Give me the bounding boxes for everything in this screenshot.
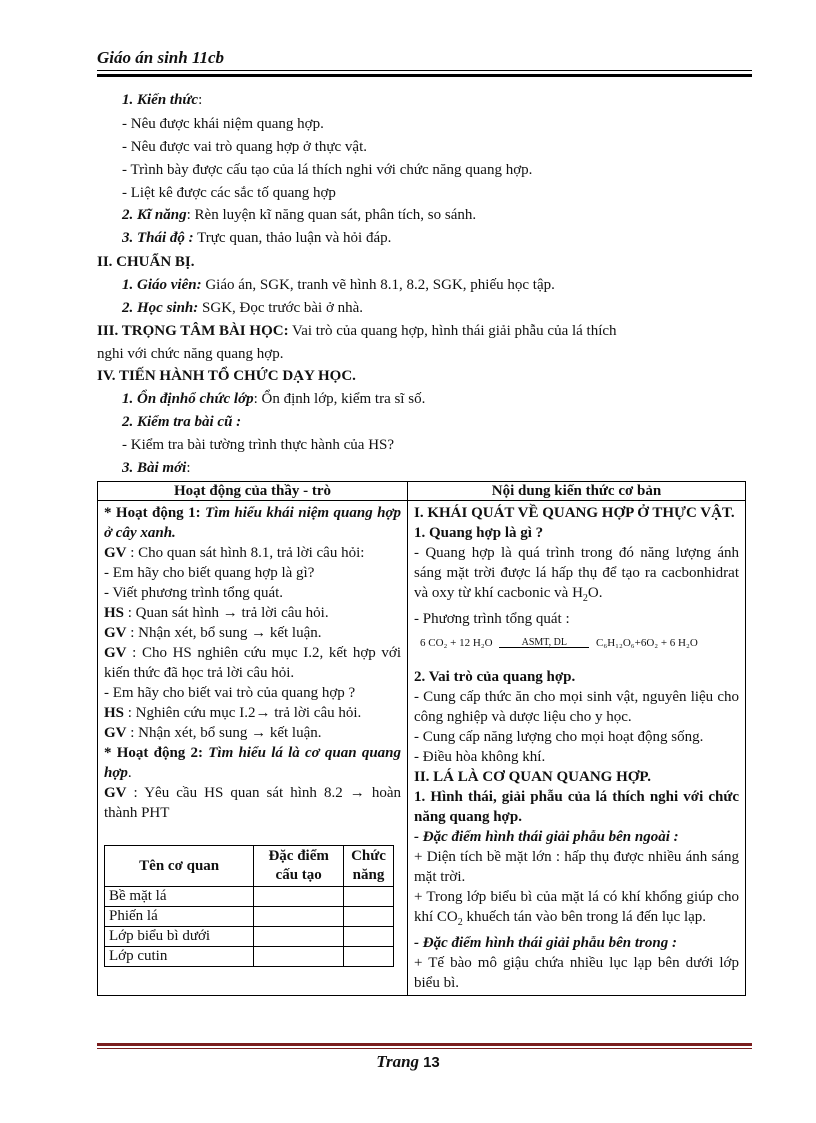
subsection-3-heading: 1. Hình thái, giải phẫu của lá thích nghi với chức năng quang hợp. — [414, 789, 739, 825]
step2-item: - Kiểm tra bài tường trình thực hành của HS? — [122, 437, 395, 453]
worksheet-empty-cell — [344, 947, 394, 967]
focus-line — [97, 323, 749, 340]
external-features-heading: - Đặc điểm hình thái giải phẫu bên ngoài : — [414, 829, 679, 845]
prep-student — [122, 300, 363, 317]
knowledge-label: 1. Kiến thức — [122, 92, 199, 108]
knowledge-item: - Nêu được vai trò quang hợp ở thực vật. — [122, 139, 367, 155]
table-row — [105, 947, 394, 967]
subsection-2-heading: 2. Vai trò của quang hợp. — [414, 669, 576, 685]
knowledge-suffix: : — [198, 92, 203, 108]
gv-label: GV — [104, 625, 127, 641]
activity-1-prefix: * Hoạt động 1: — [104, 505, 201, 521]
role-item: - Cung cấp năng lượng cho mọi hoạt động sống. — [414, 729, 704, 745]
section-1-heading: I. KHÁI QUÁT VỀ QUANG HỢP Ở THỰC VẬT. — [414, 505, 735, 521]
definition-end: O. — [587, 585, 603, 601]
header-rule-thick — [97, 74, 752, 77]
photosynthesis-definition — [414, 543, 739, 609]
worksheet-header-organ: Tên cơ quan — [105, 846, 254, 887]
activities-cell — [98, 501, 408, 996]
worksheet-empty-cell — [254, 927, 344, 947]
footer-rule-thick — [97, 1043, 752, 1046]
teacher-text: Giáo án, SGK, tranh vẽ hình 8.1, 8.2, SGK, phiếu học tập. — [201, 277, 555, 293]
step1-label: 1. Ổn địnhổ chức lớp — [122, 391, 254, 407]
lesson-table — [97, 481, 746, 996]
section-2-heading: II. LÁ LÀ CƠ QUAN QUANG HỢP. — [414, 769, 651, 785]
reaction-arrow — [499, 633, 589, 653]
step1-line — [122, 391, 425, 408]
gv-text: : Yêu cầu HS quan sát hình 8.2 → hoàn thành PHT — [104, 785, 401, 821]
attitude-label: 3. Thái độ : — [122, 230, 194, 246]
hs-text: : Nghiên cứu mục I.2→ trả lời câu hỏi. — [124, 705, 362, 721]
gv-label: GV — [104, 725, 127, 741]
page-footer — [0, 1052, 816, 1072]
activity-1-title: Tìm hiểu khái niệm quang hợp ở cây xanh. — [104, 505, 402, 541]
skills-label: 2. Kĩ năng — [122, 207, 187, 223]
worksheet-empty-cell — [254, 907, 344, 927]
content-cell — [408, 501, 746, 996]
knowledge-item: - Nêu được khái niệm quang hợp. — [122, 116, 324, 132]
worksheet-empty-cell — [344, 927, 394, 947]
worksheet-organ: Bề mặt lá — [105, 887, 254, 907]
attitude-line — [122, 230, 391, 247]
question-line: - Em hãy cho biết quang hợp là gì? — [104, 565, 315, 581]
worksheet-table — [104, 845, 394, 967]
subsection-1-heading: 1. Quang hợp là gì ? — [414, 525, 544, 541]
focus-heading: III. TRỌNG TÂM BÀI HỌC: — [97, 323, 289, 339]
question-line: - Viết phương trình tổng quát. — [104, 585, 284, 601]
page-header-title: Giáo án sinh 11cb — [97, 48, 225, 67]
worksheet-header-structure: Đặc điểm cấu tạo — [254, 846, 344, 887]
definition-subscript: 2 — [582, 593, 588, 604]
hs-text: : Quan sát hình → trả lời câu hỏi. — [124, 605, 329, 621]
worksheet-empty-cell — [344, 907, 394, 927]
header-rule-thin — [97, 70, 752, 71]
col-header-content: Nội dung kiến thức cơ bản — [408, 482, 746, 501]
definition-text: - Quang hợp là quá trình trong đó năng lượng ánh sáng mặt trời được lá hấp thụ để tạo ra cacbonhidrat và oxy từ khí cacbonic và H — [414, 545, 739, 601]
role-item: - Cung cấp thức ăn cho mọi sinh vật, nguyên liệu cho công nghiệp và dược liệu cho y học. — [414, 689, 739, 725]
equation-condition: ASMT, DL — [521, 637, 567, 648]
gv-line — [104, 783, 401, 823]
table-row — [105, 907, 394, 927]
worksheet-organ: Lớp cutin — [105, 947, 254, 967]
activity-2-suffix: . — [127, 765, 132, 781]
external-feature-item: + Diện tích bề mặt lớn : hấp thụ được nhiều ánh sáng mặt trời. — [414, 849, 739, 885]
hs-label: HS — [104, 705, 125, 721]
teacher-label: 1. Giáo viên: — [122, 277, 202, 293]
attitude-text: Trực quan, thảo luận và hỏi đáp. — [193, 230, 392, 246]
internal-features-heading: - Đặc điểm hình thái giải phẫu bên trong : — [414, 935, 677, 951]
activity-1-heading — [104, 503, 401, 543]
knowledge-line — [122, 92, 202, 109]
step3-label: 3. Bài mới — [122, 460, 187, 476]
step2-label: 2. Kiểm tra bài cũ : — [122, 414, 242, 430]
gv-line — [104, 543, 401, 563]
step1-text: : Ổn định lớp, kiểm tra sĩ số. — [253, 391, 426, 407]
table-row — [105, 887, 394, 907]
col-header-activities: Hoạt động của thầy - trò — [98, 482, 408, 501]
gv-line — [104, 623, 401, 643]
worksheet-header-function: Chức năng — [344, 846, 394, 887]
worksheet-empty-cell — [254, 947, 344, 967]
equation-products: C₆H₁₂O₆+6O₂ + 6 H₂O — [596, 637, 698, 649]
process-heading: IV. TIẾN HÀNH TỔ CHỨC DẠY HỌC. — [97, 368, 356, 384]
internal-feature-item: + Tế bào mô giậu chứa nhiều lục lạp bên dưới lớp biểu bì. — [414, 955, 739, 991]
prep-teacher — [122, 277, 555, 294]
equation-reactants: 6 CO₂ + 12 H₂O — [420, 637, 493, 649]
student-text: SGK, Đọc trước bài ở nhà. — [198, 300, 364, 316]
page-number: 13 — [423, 1054, 440, 1071]
gv-line — [104, 723, 401, 743]
prep-heading: II. CHUẨN BỊ. — [97, 254, 195, 270]
external-feature-item — [414, 887, 739, 933]
worksheet-empty-cell — [344, 887, 394, 907]
skills-line — [122, 207, 476, 224]
gv-text: : Nhận xét, bổ sung → kết luận. — [126, 625, 322, 641]
step3-line — [122, 460, 190, 477]
footer-label: Trang — [376, 1052, 420, 1071]
table-row — [105, 927, 394, 947]
feature-text-end: khuếch tán vào bên trong lá đến lục lạp. — [462, 909, 707, 925]
hs-line — [104, 603, 401, 623]
photosynthesis-equation — [420, 633, 739, 653]
gv-label: GV — [104, 645, 127, 661]
gv-text: : Nhận xét, bổ sung → kết luận. — [126, 725, 322, 741]
skills-text: : Rèn luyện kĩ năng quan sát, phân tích, so sánh. — [186, 207, 477, 223]
equation-label: - Phương trình tổng quát : — [414, 611, 570, 627]
gv-line — [104, 643, 401, 683]
worksheet-organ: Lớp biểu bì dưới — [105, 927, 254, 947]
gv-label: GV — [104, 785, 127, 801]
activity-2-heading — [104, 743, 401, 783]
co2-subscript: 2 — [457, 917, 463, 928]
hs-label: HS — [104, 605, 125, 621]
role-item: - Điều hòa không khí. — [414, 749, 546, 765]
question-line: - Em hãy cho biết vai trò của quang hợp ? — [104, 685, 356, 701]
activity-2-title: Tìm hiểu lá là cơ quan quang hợp — [104, 745, 401, 781]
activity-2-prefix: * Hoạt động 2: — [104, 745, 204, 761]
worksheet-empty-cell — [254, 887, 344, 907]
step3-suffix: : — [186, 460, 191, 476]
feature-text: + Trong lớp biểu bì của mặt lá có khí khổng giúp cho khí CO — [414, 889, 739, 925]
knowledge-item: - Liệt kê được các sắc tố quang hợp — [122, 185, 336, 201]
gv-text: : Cho quan sát hình 8.1, trả lời câu hỏi: — [126, 545, 365, 561]
focus-text-1: Vai trò của quang hợp, hình thái giải phẫu của lá thích — [288, 323, 617, 339]
gv-label: GV — [104, 545, 127, 561]
gv-text: : Cho HS nghiên cứu mục I.2, kết hợp với kiến thức đã học trả lời câu hỏi. — [104, 645, 401, 681]
student-label: 2. Học sinh: — [122, 300, 199, 316]
hs-line — [104, 703, 401, 723]
footer-rule-thin — [97, 1048, 752, 1049]
focus-text-2: nghi với chức năng quang hợp. — [97, 346, 284, 362]
knowledge-item: - Trình bày được cấu tạo của lá thích nghi với chức năng quang hợp. — [122, 162, 533, 178]
worksheet-organ: Phiến lá — [105, 907, 254, 927]
